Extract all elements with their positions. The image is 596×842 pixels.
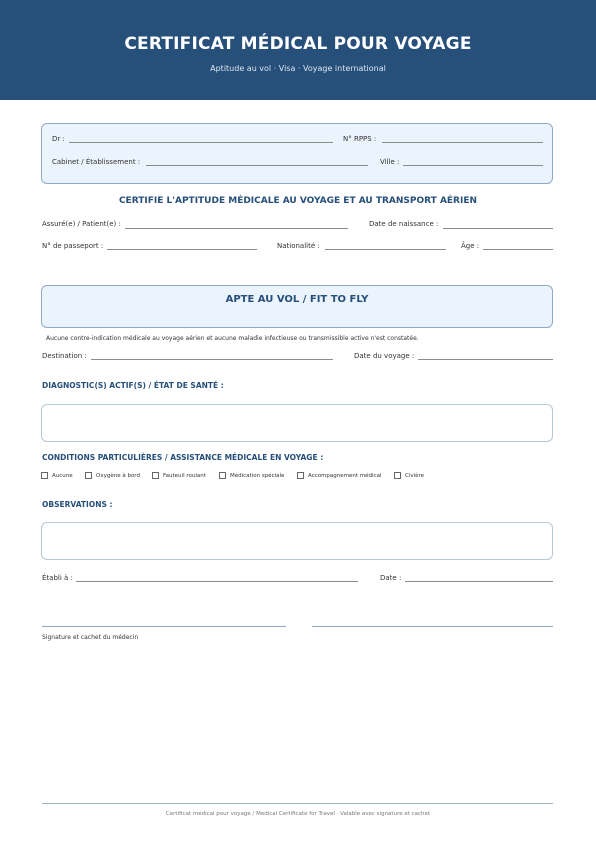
passport-field[interactable] [107, 249, 257, 250]
dob-label: Date de naissance : [369, 220, 439, 228]
option-label: Aucune [52, 472, 73, 479]
travel-date-field[interactable] [418, 359, 553, 360]
fit-to-fly-box [41, 285, 553, 328]
option-label: Oxygène à bord [96, 472, 140, 479]
document-title: CERTIFICAT MÉDICAL POUR VOYAGE [124, 34, 472, 54]
age-field[interactable] [483, 249, 553, 250]
option-label: Médication spéciale [230, 472, 285, 479]
rpps-label: N° RPPS : [343, 135, 377, 143]
etabli-field[interactable] [76, 581, 358, 582]
travel-date-label: Date du voyage : [354, 352, 415, 360]
checkbox[interactable] [394, 472, 401, 479]
option-civiere[interactable] [394, 472, 424, 479]
date-field[interactable] [405, 581, 553, 582]
cabinet-label: Cabinet / Établissement : [52, 158, 141, 166]
fit-statement: Aucune contre-indication médicale au voyage aérien et aucune maladie infectieuse ou transmissible active n'est constatée. [46, 335, 419, 342]
option-label: Fauteuil roulant [163, 472, 206, 479]
option-medication[interactable] [219, 472, 284, 479]
page-header [0, 0, 596, 100]
rpps-field[interactable] [382, 142, 543, 143]
destination-field[interactable] [91, 359, 333, 360]
dr-field[interactable] [69, 142, 333, 143]
signature-label: Signature et cachet du médecin [42, 634, 139, 641]
observations-title: OBSERVATIONS : [42, 500, 113, 509]
dob-field[interactable] [443, 228, 553, 229]
nationality-label: Nationalité : [277, 242, 320, 250]
conditions-title: CONDITIONS PARTICULIÈRES / ASSISTANCE MÉDICALE EN VOYAGE : [42, 453, 324, 462]
fit-to-fly-title: APTE AU VOL / FIT TO FLY [225, 294, 369, 305]
option-label: Civière [405, 472, 425, 479]
footer-note: Certificat médical pour voyage / Medical Certificate for Travel · Valable avec signature et cachet [165, 811, 431, 817]
option-label: Accompagnement médical [308, 472, 382, 479]
checkbox[interactable] [219, 472, 226, 479]
nationality-field[interactable] [325, 249, 446, 250]
option-aucune[interactable] [41, 472, 73, 479]
diagnosis-textarea[interactable] [41, 404, 553, 442]
etabli-label: Établi à : [42, 574, 73, 582]
checkbox[interactable] [297, 472, 304, 479]
stamp-line[interactable] [312, 626, 553, 627]
date-label: Date : [380, 574, 402, 582]
doctor-info-box [41, 123, 553, 184]
footer-divider [42, 803, 553, 804]
checkbox[interactable] [85, 472, 92, 479]
signature-line[interactable] [42, 626, 286, 627]
document-subtitle: Aptitude au vol · Visa · Voyage international [210, 64, 386, 73]
age-label: Âge : [461, 242, 480, 250]
certify-title: CERTIFIE L'APTITUDE MÉDICALE AU VOYAGE ET AU TRANSPORT AÉRIEN [118, 196, 478, 206]
checkbox[interactable] [41, 472, 48, 479]
option-fauteuil[interactable] [152, 472, 206, 479]
diagnosis-title: DIAGNOSTIC(S) ACTIF(S) / ÉTAT DE SANTÉ : [42, 381, 224, 390]
assure-label: Assuré(e) / Patient(e) : [42, 220, 121, 228]
cabinet-field[interactable] [146, 165, 368, 166]
dr-label: Dr : [52, 135, 65, 143]
ville-field[interactable] [403, 165, 543, 166]
assure-field[interactable] [125, 228, 348, 229]
option-oxygene[interactable] [85, 472, 140, 479]
observations-textarea[interactable] [41, 522, 553, 560]
option-accompagnement[interactable] [297, 472, 381, 479]
passport-label: N° de passeport : [42, 242, 104, 250]
checkbox[interactable] [152, 472, 159, 479]
ville-label: Ville : [380, 158, 400, 166]
destination-label: Destination : [42, 352, 87, 360]
